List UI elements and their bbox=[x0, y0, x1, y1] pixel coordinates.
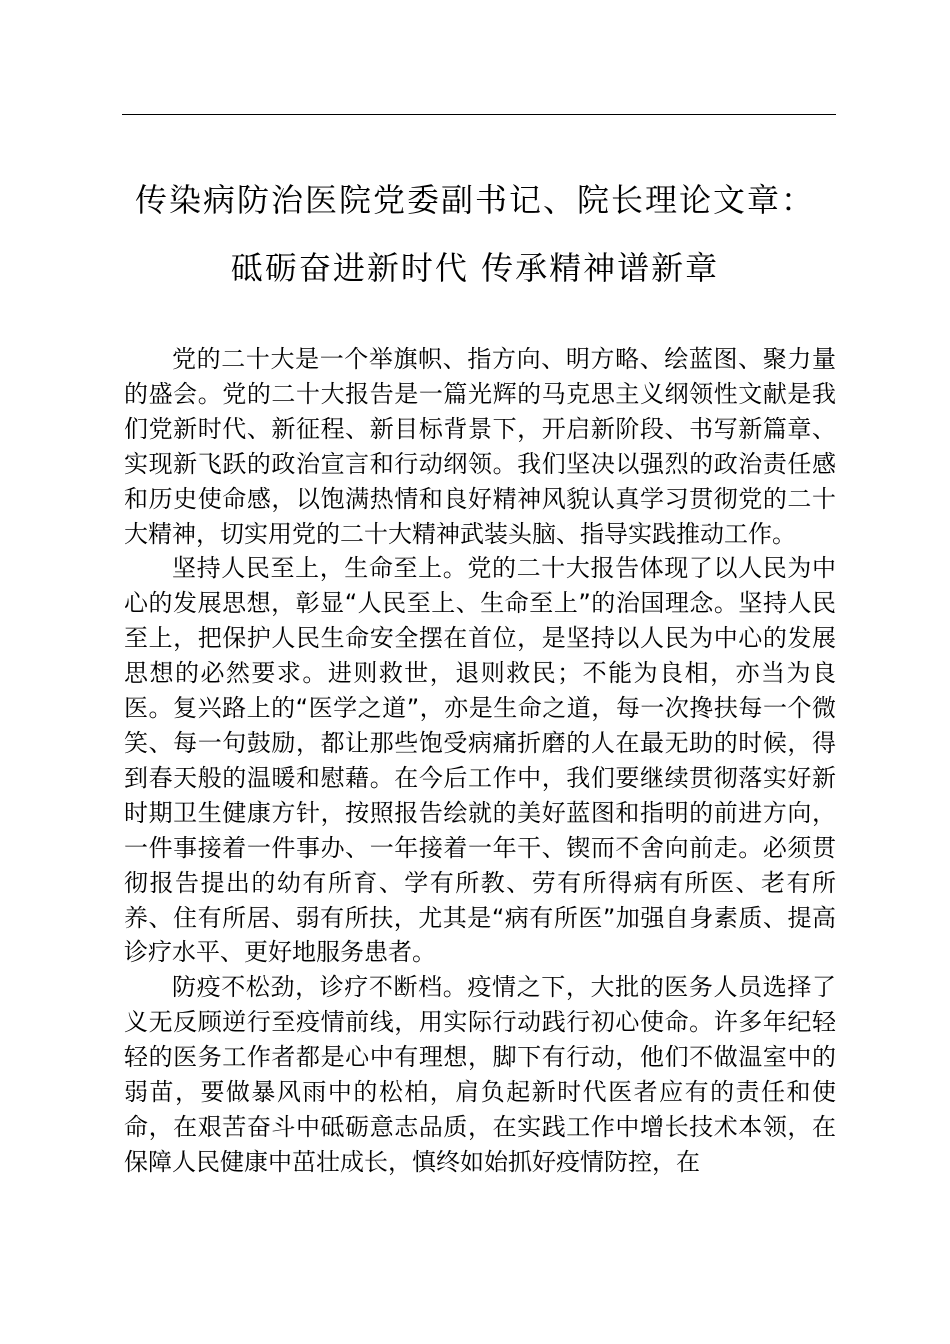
title-line-1: 传染病防治医院党委副书记、院长理论文章： bbox=[134, 181, 815, 219]
paragraph-3: 防疫不松劲，诊疗不断档。疫情之下，大批的医务人员选择了义无反顾逆行至疫情前线，用实际行动践行初心使命。许多年纪轻轻的医务工作者都是心中有理想，脚下有行动，他们不做温室中的弱苗，要做暴风雨中的松柏，肩负起新时代医者应有的责任和使命，在艰苦奋斗中砥砺意志品质，在实践工作中增长技术本领，在保障人民健康中茁壮成长，慎终如始抓好疫情防控，在 bbox=[124, 973, 836, 1176]
article-body bbox=[124, 342, 836, 1180]
paragraph-2: 坚持人民至上，生命至上。党的二十大报告体现了以人民为中心的发展思想，彰显“人民至上、生命至上”的治国理念。坚持人民至上，把保护人民生命安全摆在首位，是坚持以人民为中心的发展思想的必然要求。进则救世，退则救民；不能为良相，亦当为良医。复兴路上的“医学之道”，亦是生命之道，每一次搀扶每一个微笑、每一句鼓励，都让那些饱受病痛折磨的人在最无助的时候，得到春天般的温暖和慰藉。在今后工作中，我们要继续贯彻落实好新时期卫生健康方针，按照报告绘就的美好蓝图和指明的前进方向，一件事接着一件事办、一年接着一年干、锲而不舍向前走。必须贯彻报告提出的幼有所育、学有所教、劳有所得病有所医、老有所养、住有所居、弱有所扶，尤其是“病有所医”加强自身素质、提高诊疗水平、更好地服务患者。 bbox=[124, 554, 836, 967]
paragraph-1: 党的二十大是一个举旗帜、指方向、明方略、绘蓝图、聚力量的盛会。党的二十大报告是一篇光辉的马克思主义纲领性文献是我们党新时代、新征程、新目标背景下，开启新阶段、书写新篇章、实现新飞跃的政治宣言和行动纲领。我们坚决以强烈的政治责任感和历史使命感，以饱满热情和良好精神风貌认真学习贯彻党的二十大精神，切实用党的二十大精神武装头脑、指导实践推动工作。 bbox=[124, 345, 836, 548]
title-line-2: 砥砺奋进新时代 传承精神谱新章 bbox=[230, 249, 720, 287]
header-rule bbox=[122, 114, 836, 115]
